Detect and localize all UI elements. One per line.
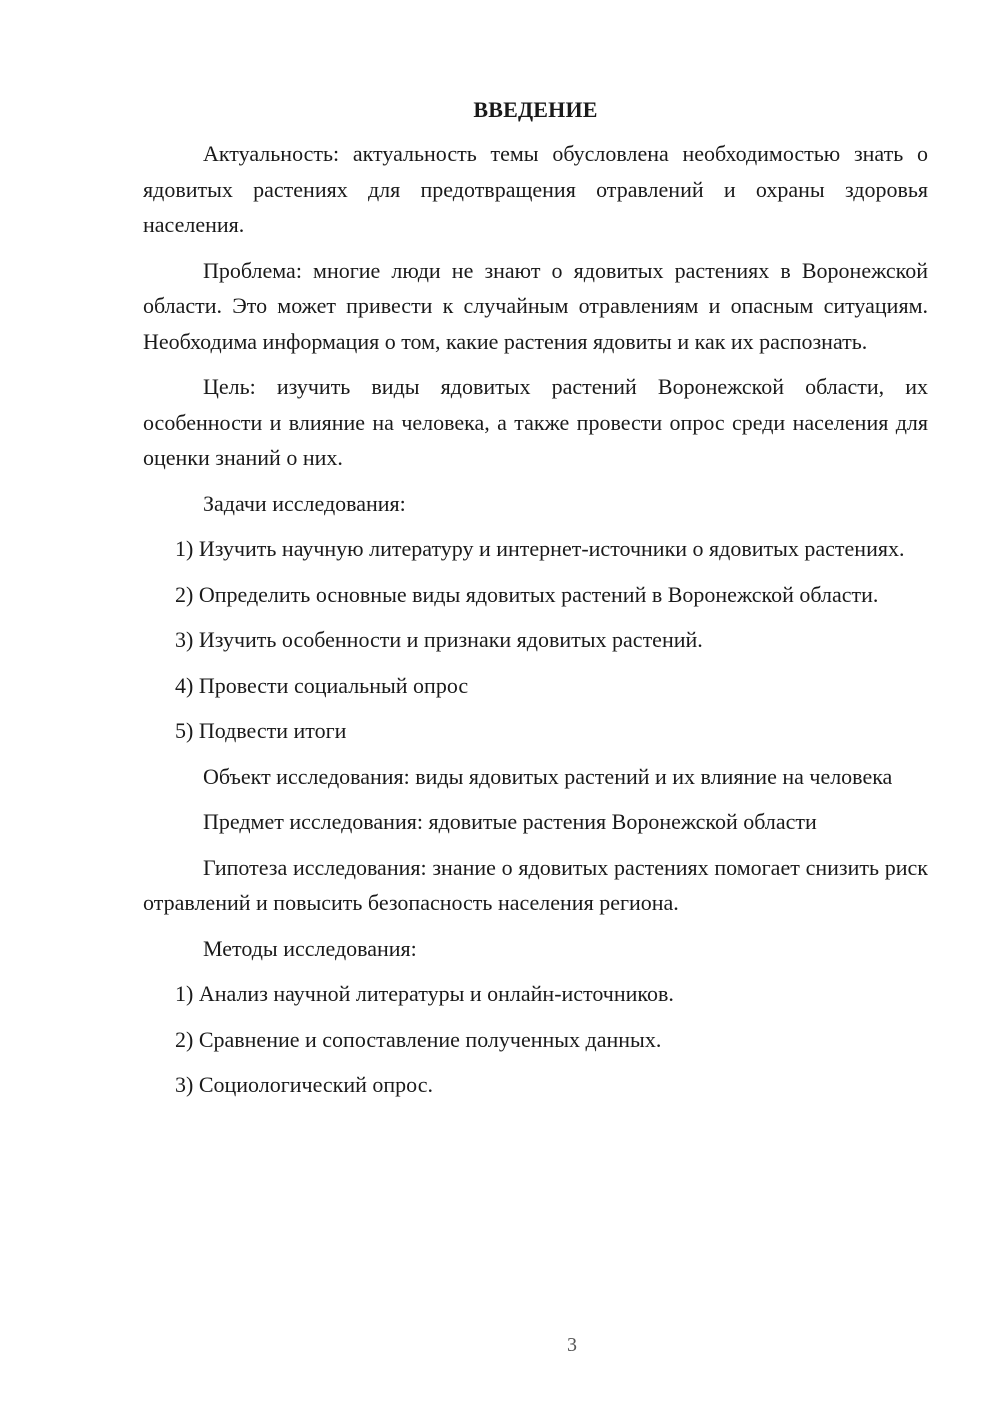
task-item-3: 3) Изучить особенности и признаки ядовитых растений. [175,627,703,652]
paragraph-methods-heading: Методы исследования: [203,935,417,961]
method-item-1: 1) Анализ научной литературы и онлайн-источников. [175,981,674,1006]
task-item-4: 4) Провести социальный опрос [175,672,469,698]
paragraph-hypothesis: Гипотеза исследования: знание о ядовитых растениях помогает снизить риск отравлений и повысить безопасность населения региона. [143,854,928,915]
section-title: ВВЕДЕНИЕ [473,97,598,122]
paragraph-relevance: Актуальность: актуальность темы обусловлена необходимостью знать о ядовитых растениях для предотвращения отравлений и охраны здоровья населения. [143,141,928,237]
paragraph-object: Объект исследования: виды ядовитых растений и их влияние на человека [203,763,893,789]
task-item-2: 2) Определить основные виды ядовитых растений в Воронежской области. [175,581,879,607]
method-item-3: 3) Социологический опрос. [175,1072,433,1097]
page-content [143,94,928,1113]
paragraph-tasks-heading: Задачи исследования: [203,490,406,516]
paragraph-goal: Цель: изучить виды ядовитых растений Воронежской области, их особенности и влияние на человека, а также провести опрос среди населения для оценки знаний о них. [143,374,928,470]
page-number: 3 [567,1334,577,1356]
task-item-5: 5) Подвести итоги [175,718,347,743]
paragraph-problem: Проблема: многие люди не знают о ядовитых растениях в Воронежской области. Это может привести к случайным отравлениям и опасным ситуациям. Необходима информация о том, какие растения ядовиты и как их распознать. [143,257,928,354]
task-item-1: 1) Изучить научную литературу и интернет-источники о ядовитых растениях. [175,536,905,561]
paragraph-subject: Предмет исследования: ядовитые растения Воронежской области [203,809,817,834]
method-item-2: 2) Сравнение и сопоставление полученных данных. [175,1026,662,1052]
